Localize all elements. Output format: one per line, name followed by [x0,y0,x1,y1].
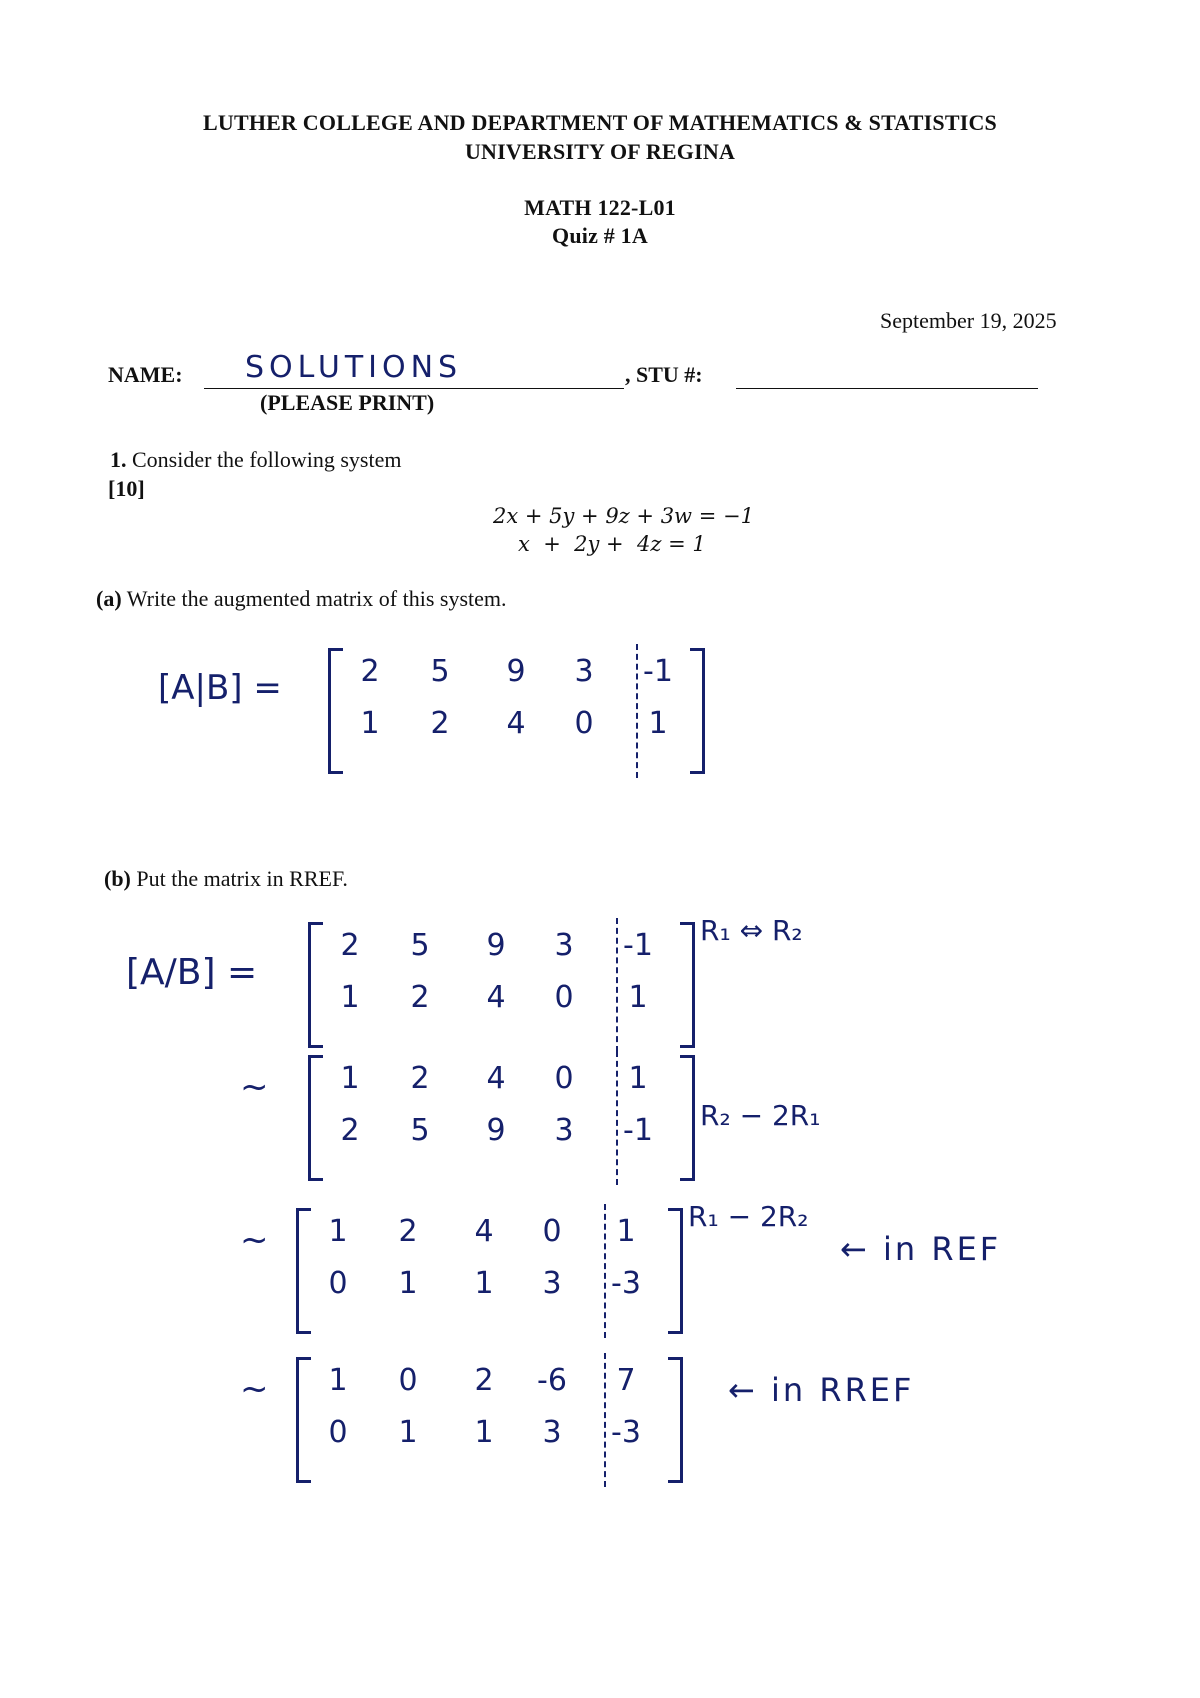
matrix-entry: 2 [474,1363,494,1398]
equation-2: x + 2y + 4z = 1 [518,532,706,556]
matrix-entry: 9 [486,928,506,963]
part-b-lhs: [A/B] = [126,952,258,993]
matrix-entry: -3 [611,1266,641,1301]
matrix-entry: 7 [616,1363,636,1398]
matrix-entry: 0 [554,980,574,1015]
row-operation: R₁ ⇔ R₂ [700,914,803,947]
row-operation: R₂ − 2R₁ [700,1099,821,1132]
equivalence-tilde: ~ [240,1369,269,1409]
matrix-entry: 2 [398,1214,418,1249]
matrix-entry: 2 [340,928,360,963]
equation-1: 2x + 5y + 9z + 3w = −1 [493,504,754,528]
matrix-entry: 0 [542,1214,562,1249]
form-annotation: ← in REF [840,1230,1002,1268]
matrix-entry: 1 [648,706,668,741]
row-operation: R₁ − 2R₂ [688,1200,809,1233]
matrix-entry: 1 [340,1061,360,1096]
stu-label: , STU #: [625,362,703,387]
equivalence-tilde: ~ [240,1220,269,1260]
matrix-entry: 3 [554,1113,574,1148]
matrix-entry: 2 [430,706,450,741]
name-label: NAME: [108,362,183,387]
matrix-right-bracket [668,1208,683,1334]
quiz-date: September 19, 2025 [880,308,1057,333]
course-code: MATH 122-L01 [524,195,676,220]
matrix-entry: 1 [398,1415,418,1450]
question-text: Consider the following system [132,447,402,472]
matrix-entry: 1 [628,980,648,1015]
matrix-entry: 0 [554,1061,574,1096]
matrix-entry: 2 [410,980,430,1015]
part-a-text: Write the augmented matrix of this system. [126,586,507,611]
part-b-prompt [104,866,348,892]
matrix-entry: 4 [486,980,506,1015]
part-b-label: (b) [104,866,131,891]
stu-underline [736,388,1038,389]
matrix-entry: 9 [506,654,526,689]
matrix-entry: 5 [430,654,450,689]
matrix-entry: 4 [486,1061,506,1096]
matrix-entry: -1 [623,928,653,963]
matrix-entry: 4 [474,1214,494,1249]
part-a-lhs: [A|B] = [158,668,282,708]
matrix-entry: -1 [623,1113,653,1148]
matrix-entry: 3 [542,1415,562,1450]
matrix-entry: 1 [360,706,380,741]
part-a-label: (a) [96,586,122,611]
matrix-entry: 1 [328,1214,348,1249]
matrix-entry: 0 [328,1266,348,1301]
matrix-entry: 3 [574,654,594,689]
question-number: 1. [110,447,127,472]
matrix-entry: 5 [410,928,430,963]
matrix-entry: -1 [643,654,673,689]
matrix-entry: 2 [340,1113,360,1148]
part-b-text: Put the matrix in RREF. [136,866,348,891]
matrix-entry: 9 [486,1113,506,1148]
institution-title: LUTHER COLLEGE AND DEPARTMENT OF MATHEMATICS & STATISTICS [203,110,997,135]
part-a-prompt [96,586,507,612]
matrix-entry: 1 [474,1266,494,1301]
matrix-entry: 0 [574,706,594,741]
equivalence-tilde: ~ [240,1067,269,1107]
question-1-prompt [110,447,401,473]
matrix-entry: 0 [328,1415,348,1450]
name-underline [204,388,624,389]
name-value: SOLUTIONS [245,350,463,385]
matrix-entry: 3 [542,1266,562,1301]
matrix-entry: 1 [328,1363,348,1398]
matrix-entry: 3 [554,928,574,963]
matrix-entry: 2 [360,654,380,689]
quiz-title: Quiz # 1A [552,223,648,248]
matrix-entry: 5 [410,1113,430,1148]
matrix-entry: -6 [537,1363,567,1398]
form-annotation: ← in RREF [728,1371,915,1409]
matrix-entry: 0 [398,1363,418,1398]
matrix-entry: 2 [410,1061,430,1096]
matrix-right-bracket [680,1055,695,1181]
matrix-entry: 1 [340,980,360,1015]
question-points: [10] [108,476,145,501]
please-print: (PLEASE PRINT) [260,390,435,415]
matrix-entry: 1 [398,1266,418,1301]
matrix-entry: 1 [616,1214,636,1249]
matrix-entry: 4 [506,706,526,741]
matrix-right-bracket [680,922,695,1048]
matrix-entry: -3 [611,1415,641,1450]
university-title: UNIVERSITY OF REGINA [464,139,736,164]
matrix-entry: 1 [474,1415,494,1450]
matrix-right-bracket [690,648,705,774]
matrix-right-bracket [668,1357,683,1483]
matrix-entry: 1 [628,1061,648,1096]
